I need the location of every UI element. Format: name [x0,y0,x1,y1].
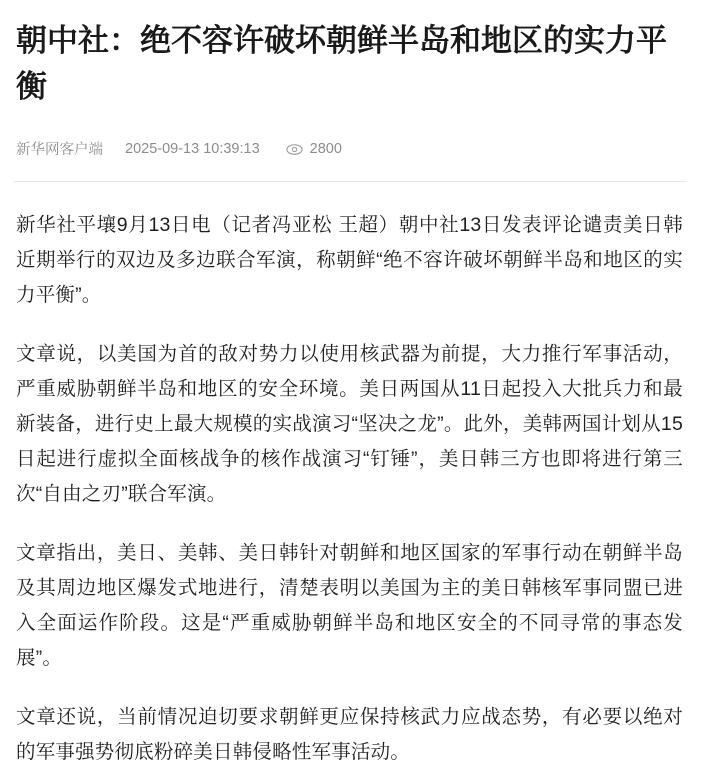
view-count: 2800 [309,140,342,157]
page-title: 朝中社：绝不容许破坏朝鲜半岛和地区的实力平衡 [16,23,667,104]
eye-icon [286,141,303,158]
article-paragraph: 文章还说，当前情况迫切要求朝鲜更应保持核武力应战态势，有必要以绝对的军事强势彻底粉碎美日韩侵略性军事活动。 [16,706,683,763]
article-paragraph: 文章指出，美日、美韩、美日韩针对朝鲜和地区国家的军事行动在朝鲜半岛及其周边地区爆发式地进行，清楚表明以美国为主的美日韩核军事同盟已进入全面运作阶段。这是“严重威胁朝鲜半岛和地区安全的不同寻常的事态发展”。 [16,542,683,669]
view-count-group [286,140,342,157]
divider [14,181,687,182]
article-paragraph: 新华社平壤9月13日电（记者冯亚松 王超）朝中社13日发表评论谴责美日韩近期举行的双边及多边联合军演，称朝鲜“绝不容许破坏朝鲜半岛和地区的实力平衡”。 [16,214,683,306]
article-meta [14,138,687,159]
article-source: 新华网客户端 [16,142,103,158]
article-timestamp: 2025-09-13 10:39:13 [125,140,260,157]
article-paragraph: 文章说，以美国为首的敌对势力以使用核武器为前提，大力推行军事活动，严重威胁朝鲜半岛和地区的安全环境。美日两国从11日起投入大批兵力和最新装备，进行史上最大规模的实战演习“坚决之龙”。此外，美韩两国计划从15日起进行虚拟全面核战争的核作战演习“钉锤”，美日韩三方也即将进行第三次“自由之刃”联合军演。 [16,343,683,505]
